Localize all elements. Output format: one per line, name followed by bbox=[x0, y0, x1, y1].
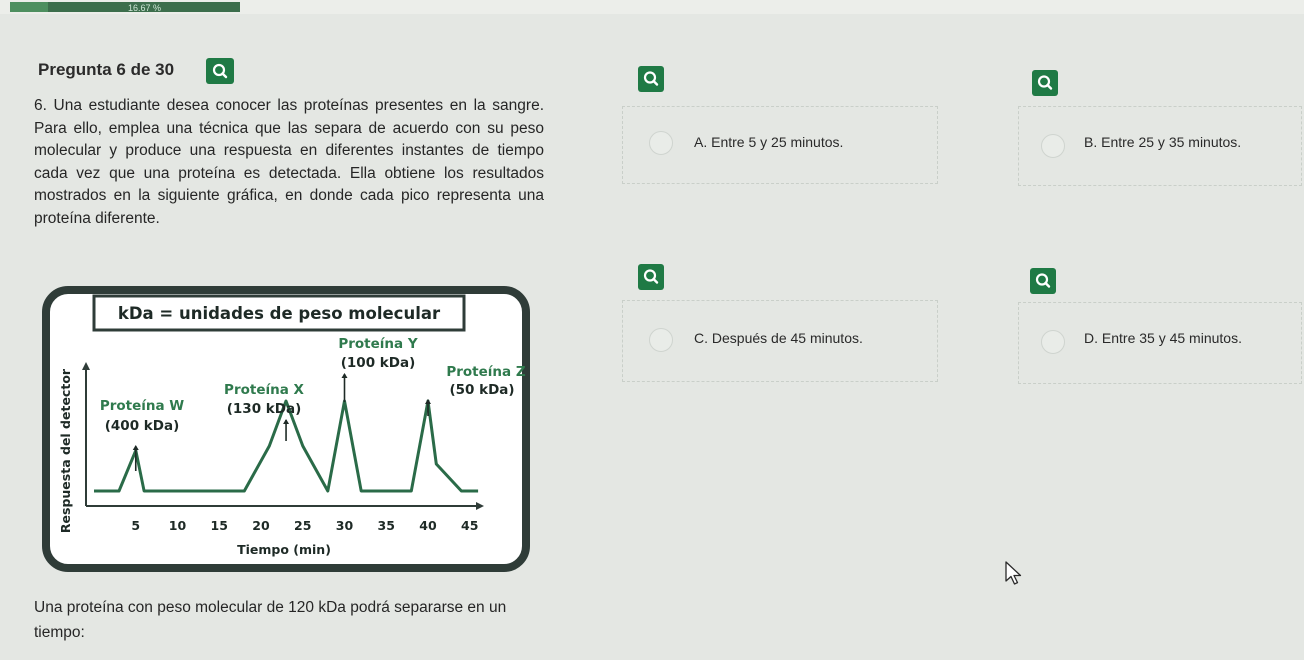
chart-figure bbox=[42, 286, 530, 572]
x-tick-label: 25 bbox=[294, 518, 312, 533]
y-axis-label: Respuesta del detector bbox=[58, 368, 73, 534]
option-d-label: D. Entre 35 y 45 minutos. bbox=[1084, 330, 1242, 346]
option-c-zoom-button[interactable] bbox=[638, 264, 664, 290]
x-tick-label: 35 bbox=[377, 518, 395, 533]
x-axis-label: Tiempo (min) bbox=[237, 542, 331, 557]
question-footer: Una proteína con peso molecular de 120 kDa podrá separarse en un tiempo: bbox=[34, 599, 507, 641]
x-tick-label: 5 bbox=[131, 518, 141, 533]
search-icon bbox=[1032, 70, 1058, 96]
x-tick-label: 15 bbox=[210, 518, 228, 533]
option-c-label: C. Después de 45 minutos. bbox=[694, 330, 863, 346]
chart-ticks bbox=[131, 518, 478, 533]
search-icon bbox=[1030, 268, 1056, 294]
peak-name-label: Proteína X bbox=[224, 382, 304, 398]
mouse-pointer-icon bbox=[1004, 560, 1024, 586]
chart-title: kDa = unidades de peso molecular bbox=[117, 304, 441, 323]
option-d-zoom-button[interactable] bbox=[1030, 268, 1056, 294]
top-bar bbox=[0, 0, 1304, 14]
option-a-zoom-button[interactable] bbox=[638, 66, 664, 92]
question-text: 6. Una estudiante desea conocer las proteínas presentes en la sangre. Para ello, emplea una técnica que las separa de acuerdo con su peso molecular y produce una respuesta en diferentes instantes de tiempo cada vez que una proteína es detectada. Ella obtiene los resultados mostrados en la siguiente gráfica, en donde cada pico representa una proteína diferente. bbox=[34, 97, 544, 227]
progress-text: 16.67 % bbox=[128, 3, 162, 13]
search-icon bbox=[638, 264, 664, 290]
option-b-zoom-button[interactable] bbox=[1032, 70, 1058, 96]
progress-fill bbox=[10, 2, 48, 12]
x-tick-label: 40 bbox=[419, 518, 437, 533]
peak-name-label: Proteína Y bbox=[338, 336, 418, 352]
option-a-radio[interactable] bbox=[649, 131, 673, 155]
peak-mass-label: (50 kDa) bbox=[449, 382, 515, 398]
peak-name-label: Proteína Z bbox=[446, 364, 526, 380]
x-tick-label: 30 bbox=[335, 518, 354, 533]
option-a-label: A. Entre 5 y 25 minutos. bbox=[694, 134, 844, 150]
option-b-radio[interactable] bbox=[1041, 134, 1065, 158]
peak-mass-label: (130 kDa) bbox=[226, 401, 302, 417]
peak-mass-label: (400 kDa) bbox=[104, 418, 180, 434]
x-tick-label: 45 bbox=[461, 518, 479, 533]
peak-name-label: Proteína W bbox=[99, 398, 185, 414]
option-d-radio[interactable] bbox=[1041, 330, 1065, 354]
progress-bar bbox=[10, 2, 240, 12]
option-b-label: B. Entre 25 y 35 minutos. bbox=[1084, 134, 1242, 150]
question-search-button[interactable] bbox=[206, 58, 234, 84]
x-tick-label: 10 bbox=[168, 518, 187, 533]
option-c-radio[interactable] bbox=[649, 328, 673, 352]
search-icon bbox=[638, 66, 664, 92]
question-header: Pregunta 6 de 30 bbox=[38, 60, 175, 79]
x-tick-label: 20 bbox=[252, 518, 270, 533]
search-icon bbox=[206, 58, 234, 84]
peak-mass-label: (100 kDa) bbox=[340, 355, 416, 371]
